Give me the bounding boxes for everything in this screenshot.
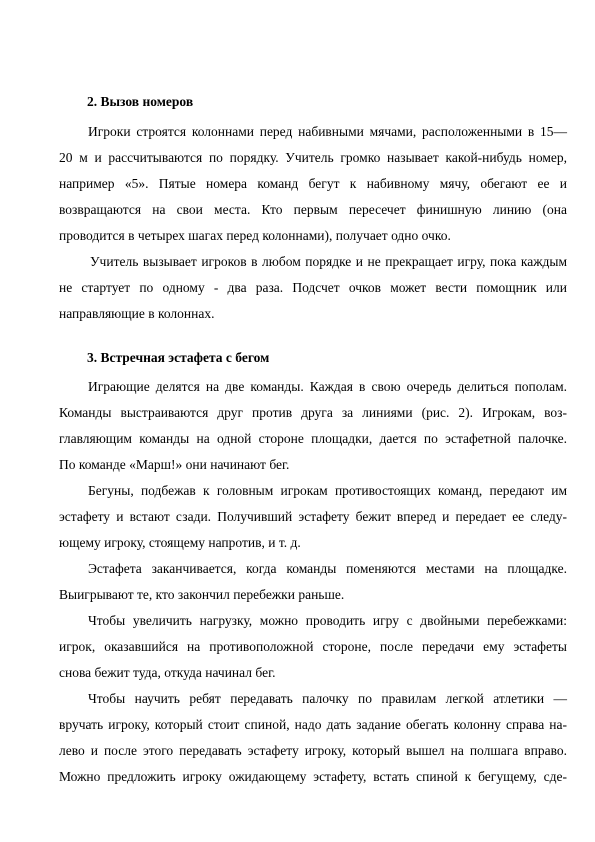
paragraph-line: Выигрывают те, кто закончил перебежки раньше. [59, 587, 345, 602]
paragraph-line: лево и после этого передавать эстафету игроку, который вышел на полшага вправо. [59, 743, 567, 758]
paragraph-line: 20 м и рассчитываются по порядку. Учитель громко называет какой-нибудь номер, [59, 150, 567, 165]
paragraph-line: Команды выстраиваются друг против друга за линиями (рис. 2). Игрокам, воз- [59, 405, 567, 420]
paragraph-line: Можно предложить игроку ожидающему эстафету, встать спиной к бегущему, сде- [59, 769, 567, 784]
paragraph-line: Игроки строятся колоннами перед набивными мячами, расположенными в 15— [88, 124, 567, 139]
paragraph-line: эстафету и встают сзади. Получивший эстафету бежит вперед и передает ее следу- [59, 509, 567, 524]
paragraph-line: ющему игроку, стоящему напротив, и т. д. [59, 535, 301, 550]
paragraph-line: вручать игроку, который стоит спиной, надо дать задание обегать колонну справа на- [59, 717, 567, 732]
paragraph-line: Эстафета заканчивается, когда команды поменяются местами на площадке. [88, 561, 567, 576]
paragraph-line: проводится в четырех шагах перед колоннами), получает одно очко. [59, 228, 451, 243]
paragraph-line: не стартует по одному - два раза. Подсчет очков может вести помощник или [59, 280, 567, 295]
section-heading-vstrechnaya-estafeta: 3. Встречная эстафета с бегом [87, 350, 270, 365]
paragraph-line: возвращаются на свои места. Кто первым пересечет финишную линию (она [59, 202, 567, 217]
paragraph-line: направляющие в колоннах. [59, 306, 215, 321]
paragraph-line: например «5». Пятые номера команд бегут к набивному мячу, обегают ее и [59, 176, 567, 191]
paragraph-line: Учитель вызывает игроков в любом порядке и не прекращает игру, пока каждым [90, 254, 567, 269]
paragraph-line: снова бежит туда, откуда начинал бег. [59, 665, 276, 680]
paragraph-line: По команде «Марш!» они начинают бег. [59, 457, 290, 472]
paragraph-line: главляющим команды на одной стороне площадки, дается по эстафетной палочке. [59, 431, 567, 446]
paragraph-line: Чтобы увеличить нагрузку, можно проводить игру с двойными перебежками: [88, 613, 567, 628]
paragraph-line: Бегуны, подбежав к головным игрокам противостоящих команд, передают им [88, 483, 567, 498]
paragraph-line: Чтобы научить ребят передавать палочку по правилам легкой атлетики — [88, 691, 567, 706]
paragraph-line: Играющие делятся на две команды. Каждая в свою очередь делиться пополам. [88, 379, 567, 394]
section-heading-vyzov-nomerov: 2. Вызов номеров [87, 94, 194, 109]
paragraph-line: игрок, оказавшийся на противоположной стороне, после передачи ему эстафеты [59, 639, 567, 654]
